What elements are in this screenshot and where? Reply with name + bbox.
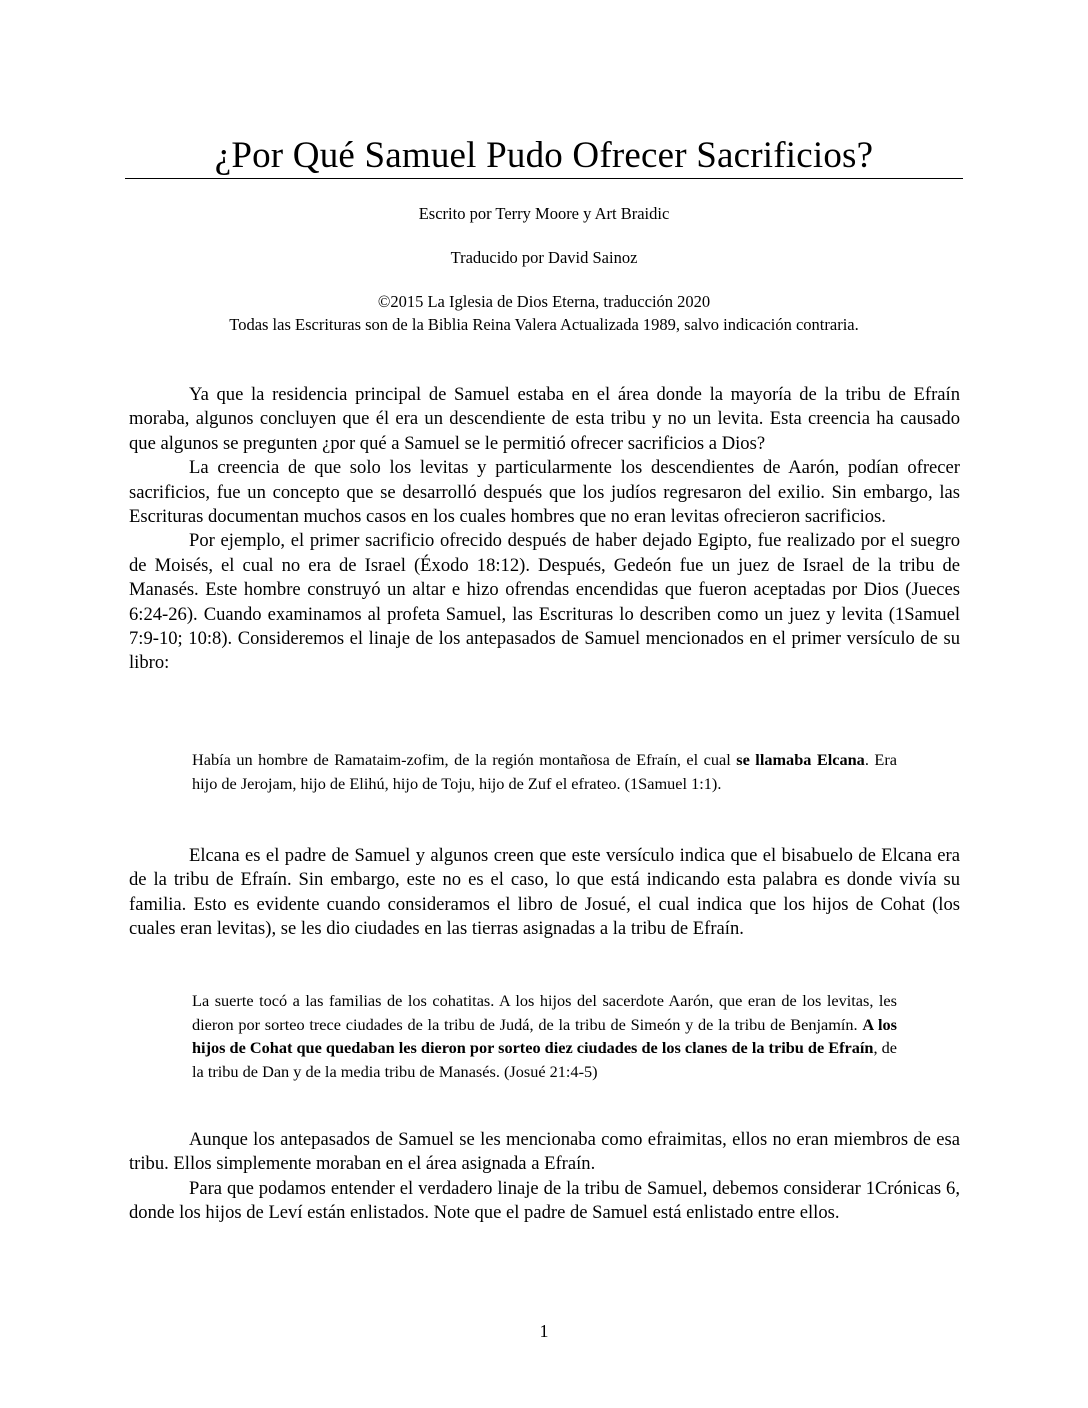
scripture-quote-josue (192, 989, 897, 1083)
body-section-2 (129, 844, 960, 942)
paragraph-2: La creencia de que solo los levitas y particularmente los descendientes de Aarón, podían ofrecer sacrificios, fue un concepto que se desarrolló después que los judíos regresaron del exilio. Sin embargo, las Escrituras documentan muchos casos en los cuales hombres que no eran levitas ofrecieron sacrificios. (129, 457, 960, 528)
page-number: 1 (539, 1321, 549, 1341)
body-section-3 (129, 1128, 960, 1226)
paragraph-6: Para que podamos entender el verdadero linaje de la tribu de Samuel, debemos considerar 1Crónicas 6, donde los hijos de Leví están enlistados. Note que el padre de Samuel está enlistado entre ellos. (129, 1177, 960, 1224)
paragraph-4: Elcana es el padre de Samuel y algunos creen que este versículo indica que el bisabuelo de Elcana era de la tribu de Efraín. Sin embargo, este no es el caso, lo que está indicando esta palabra es donde vivía su familia. Esto es evidente cuando consideramos el libro de Josué, el cual indica que los hijos de Cohat (los cuales eran levitas), se les dio ciudades en las tierras asignadas a la tribu de Efraín. (129, 845, 960, 940)
scripture-quote-1samuel (192, 748, 897, 795)
author-line: Escrito por Terry Moore y Art Braidic (418, 204, 670, 223)
paragraph-5: Aunque los antepasados de Samuel se les mencionaba como efraimitas, ellos no eran miembros de esa tribu. Ellos simplemente moraban en el área asignada a Efraín. (129, 1129, 960, 1175)
quote2-text-before: La suerte tocó a las familias de los cohatitas. A los hijos del sacerdote Aarón, que eran de los levitas, les dieron por sorteo trece ciudades de la tribu de Judá, de la tribu de Simeón y de la tribu de Benjamín. (192, 991, 897, 1034)
quote2-bold-text: A los hijos de Cohat que quedaban les dieron por sorteo diez ciudades de los clanes de la tribu de Efraín (192, 1014, 898, 1057)
copyright-line: ©2015 La Iglesia de Dios Eterna, traducción 2020 (377, 292, 711, 311)
body-section-1 (129, 383, 960, 676)
quote1-bold-text: se llamaba Elcana (736, 750, 865, 769)
page-title: ¿Por Qué Samuel Pudo Ofrecer Sacrificios? (125, 134, 963, 179)
paragraph-1: Ya que la residencia principal de Samuel estaba en el área donde la mayoría de la tribu de Efraín moraba, algunos concluyen que él era un descendiente de esta tribu y no un levita. Esta creencia ha causado que algunos se pregunten ¿por qué a Samuel se le permitió ofrecer sacrificios a Dios? (129, 384, 960, 454)
translator-line: Traducido por David Sainoz (450, 248, 638, 267)
quote1-text-after: . Era hijo de Jerojam, hijo de Elihú, hijo de Toju, hijo de Zuf el efrateo. (1Samuel 1:1). (192, 750, 897, 793)
scriptures-note: Todas las Escrituras son de la Biblia Reina Valera Actualizada 1989, salvo indicación contraria. (229, 315, 859, 334)
paragraph-3: Por ejemplo, el primer sacrificio ofrecido después de haber dejado Egipto, fue realizado por el suegro de Moisés, el cual no era de Israel (Éxodo 18:12). Después, Gedeón fue un juez de Israel de la tribu de Manasés. Este hombre construyó un altar e hizo ofrendas encendidas que fueron aceptadas por Dios (Jueces 6:24-26). Cuando examinamos al profeta Samuel, las Escrituras lo describen como un juez y levita (1Samuel 7:9-10; 10:8). Consideremos el linaje de los antepasados de Samuel mencionados en el primer versículo de su libro: (129, 530, 960, 674)
quote1-text-before: Había un hombre de Ramataim-zofim, de la región montañosa de Efraín, el cual (192, 750, 737, 769)
quote2-text-after: , de la tribu de Dan y de la media tribu de Manasés. (Josué 21:4-5) (192, 1038, 897, 1081)
